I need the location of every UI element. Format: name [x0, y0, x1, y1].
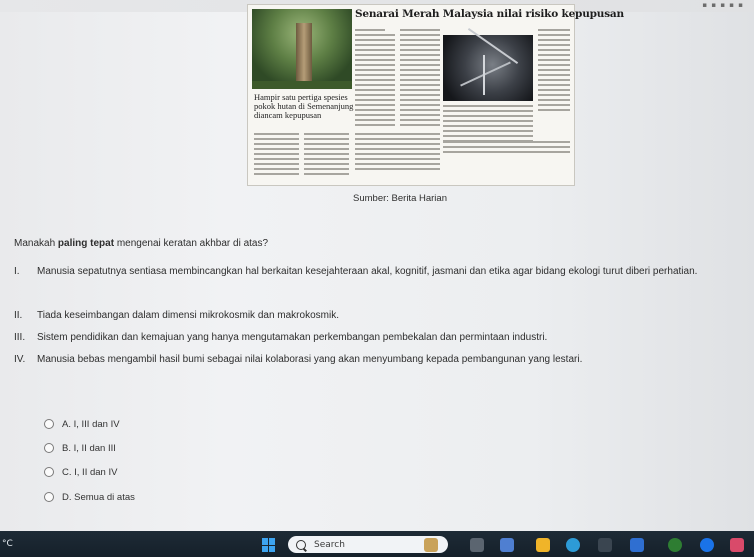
radio-button[interactable] [44, 443, 54, 453]
weather-widget[interactable]: °C [2, 539, 13, 549]
question-text: Manakah paling tepat mengenai keratan akhbar di atas? [14, 238, 269, 249]
option-c[interactable]: C. I, II dan IV [44, 465, 117, 479]
article-column-5 [254, 133, 299, 178]
radio-button[interactable] [44, 419, 54, 429]
chrome-icon[interactable] [668, 538, 682, 552]
app-icon[interactable] [700, 538, 714, 552]
option-d[interactable]: D. Semua di atas [44, 490, 135, 504]
store-icon[interactable] [598, 538, 612, 552]
task-view-icon[interactable] [470, 538, 484, 552]
search-label: Search [314, 539, 345, 550]
forest-canopy-photo [443, 35, 533, 101]
statement-2: II. Tiada keseimbangan dalam dimensi mikrokosmik dan makrokosmik. [14, 310, 339, 321]
article-column-6 [304, 133, 349, 178]
article-column-3 [538, 29, 570, 114]
widget-icon[interactable] [424, 538, 438, 552]
app-icon[interactable] [730, 538, 744, 552]
statement-3: III. Sistem pendidikan dan kemajuan yang hanya mengutamakan perkembangan pembekalan dan permintaan industri. [14, 332, 548, 343]
windows-start-icon[interactable] [262, 538, 276, 552]
newspaper-clipping [247, 4, 624, 186]
search-icon [296, 540, 306, 550]
app-icon[interactable] [500, 538, 514, 552]
mail-icon[interactable] [630, 538, 644, 552]
article-column-1 [355, 29, 395, 129]
article-column-4 [443, 105, 533, 145]
option-b[interactable]: B. I, II dan III [44, 441, 116, 455]
tree-photo [252, 9, 352, 89]
edge-browser-icon[interactable] [566, 538, 580, 552]
statement-4: IV. Manusia bebas mengambil hasil bumi sebagai nilai kolaborasi yang akan menyumbang kepada pembangunan yang lestari. [14, 354, 583, 365]
source-caption: Sumber: Berita Harian [353, 193, 447, 204]
top-bar-controls: ▪ ▪ ▪ ▪ ▪ [702, 1, 744, 9]
radio-button[interactable] [44, 467, 54, 477]
question-emphasis: paling tepat [57, 238, 115, 249]
clipping-headline: Senarai Merah Malaysia nilai risiko kepupusan [355, 8, 624, 20]
radio-button[interactable] [44, 492, 54, 502]
statement-1: I. Manusia sepatutnya sentiasa membincangkan hal berkaitan kesejahteraan akal, kognitif, jasmani dan etika agar bidang ekologi turut diberi perhatian. [14, 266, 698, 277]
article-column-7 [355, 133, 440, 173]
option-a[interactable]: A. I, III dan IV [44, 417, 120, 431]
file-explorer-icon[interactable] [536, 538, 550, 552]
clipping-subheadline: Hampir satu pertiga spesies pokok hutan di Semenanjung diancam kepupusan [254, 92, 354, 120]
taskbar [0, 531, 754, 557]
article-column-8 [443, 141, 570, 156]
article-column-2 [400, 29, 440, 129]
